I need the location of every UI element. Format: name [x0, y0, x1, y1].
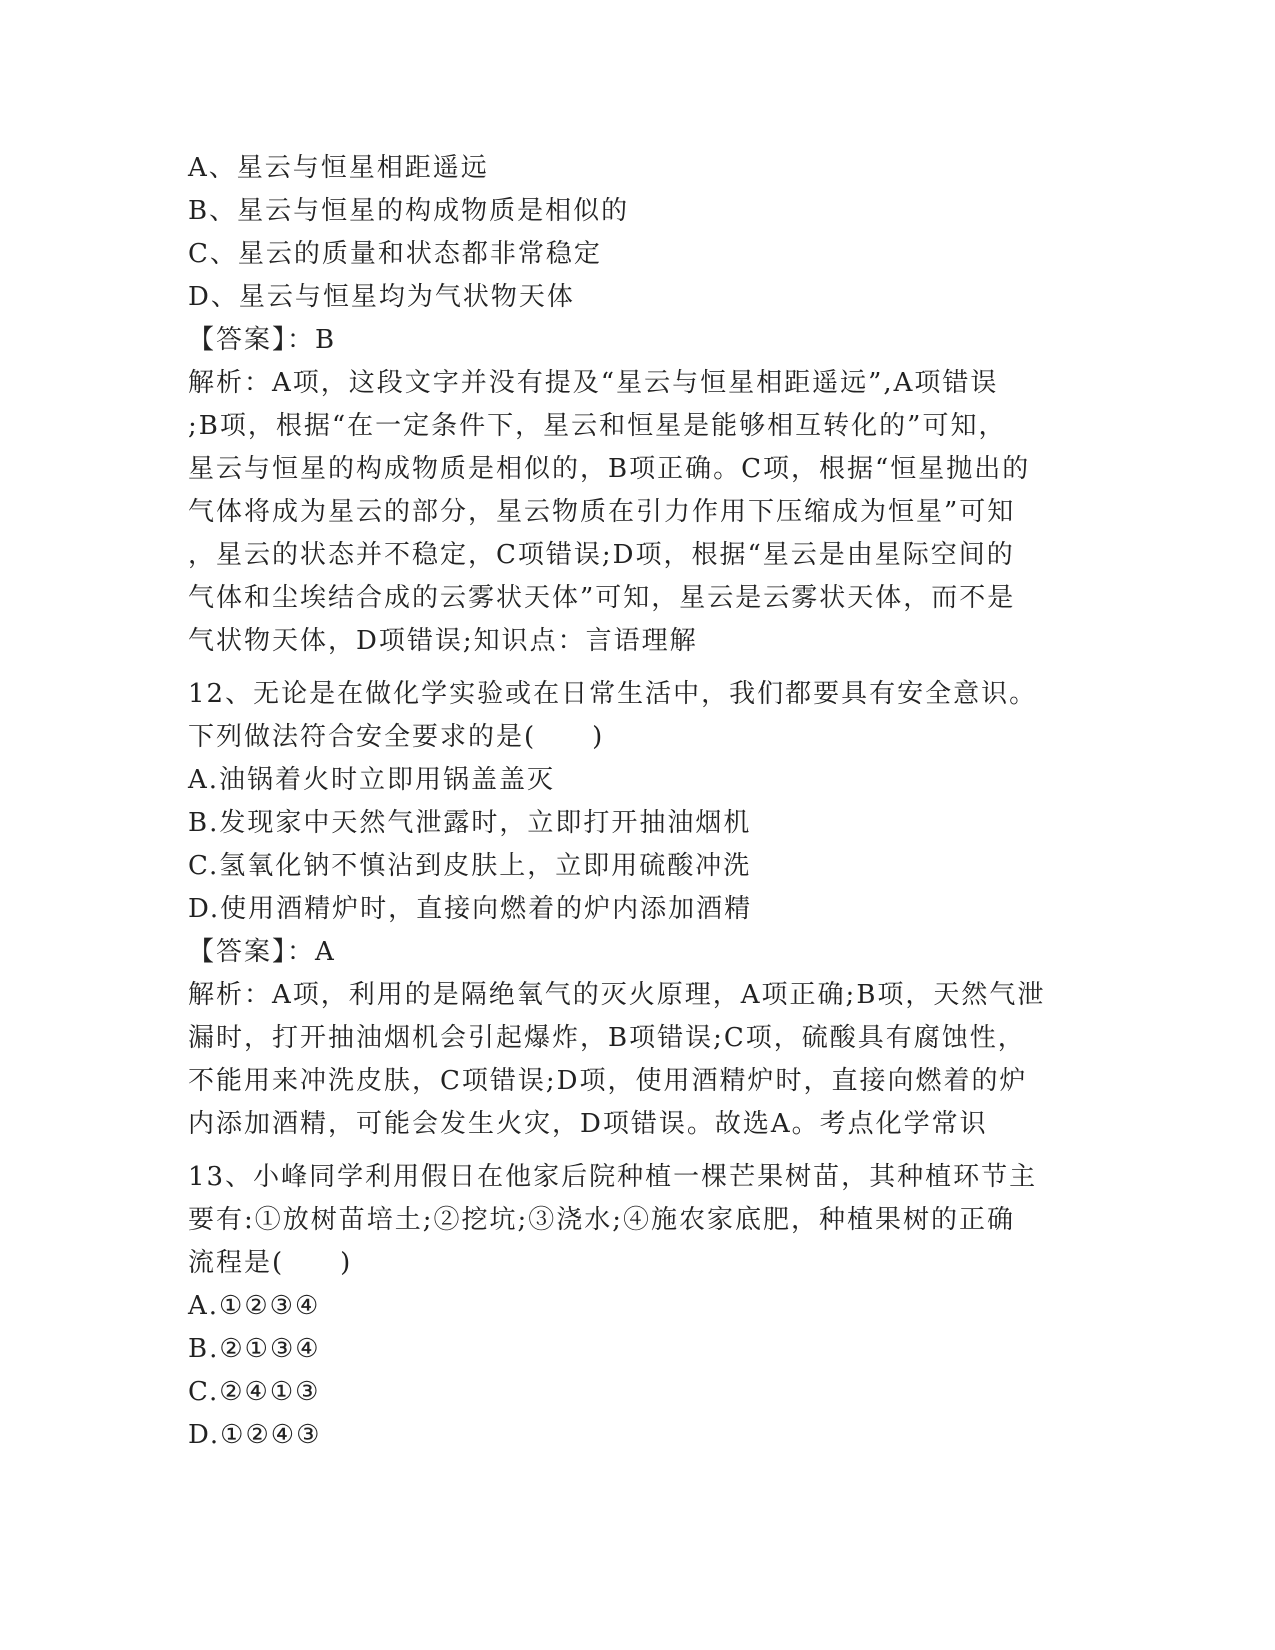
- q12-analysis-line: 不能用来冲洗皮肤，C项错误;D项，使用酒精炉时，直接向燃着的炉: [188, 1066, 1028, 1096]
- q12-analysis-line: 解析：A项，利用的是隔绝氧气的灭火原理，A项正确;B项，天然气泄: [188, 980, 1046, 1010]
- q11-option-c: C、星云的质量和状态都非常稳定: [188, 239, 602, 269]
- question-13: [188, 1156, 1088, 1457]
- q13-stem-line: 要有:①放树苗培土;②挖坑;③浇水;④施农家底肥，种植果树的正确: [188, 1205, 1016, 1235]
- q13-stem-line: 流程是( ): [188, 1248, 353, 1278]
- q11-option-b: B、星云与恒星的构成物质是相似的: [188, 196, 630, 226]
- q12-option-a: A.油锅着火时立即用锅盖盖灭: [188, 765, 556, 795]
- q11-analysis-line: 气体和尘埃结合成的云雾状天体”可知，星云是云雾状天体，而不是: [188, 583, 1016, 613]
- question-spacer: [188, 663, 1088, 673]
- q12-option-b: B.发现家中天然气泄露时，立即打开抽油烟机: [188, 808, 752, 838]
- q11-option-a: A、星云与恒星相距遥远: [188, 153, 489, 183]
- q13-stem-line: 13、小峰同学利用假日在他家后院种植一棵芒果树苗，其种植环节主: [188, 1162, 1038, 1192]
- q11-analysis-line: ;B项，根据“在一定条件下，星云和恒星是能够相互转化的”可知，: [188, 411, 1007, 441]
- q12-option-c: C.氢氧化钠不慎沾到皮肤上，立即用硫酸冲洗: [188, 851, 752, 881]
- document-content: [188, 147, 1088, 1457]
- question-11: [188, 147, 1088, 663]
- q11-analysis-line: 气体将成为星云的部分，星云物质在引力作用下压缩成为恒星”可知: [188, 497, 1016, 527]
- q13-option-a: A.①②③④: [188, 1291, 321, 1321]
- q11-answer: 【答案】：B: [188, 325, 337, 355]
- q12-stem-line: 12、无论是在做化学实验或在日常生活中，我们都要具有安全意识。: [188, 679, 1038, 709]
- q12-analysis-line: 漏时，打开抽油烟机会引起爆炸，B项错误;C项，硫酸具有腐蚀性，: [188, 1023, 1026, 1053]
- q12-stem-line: 下列做法符合安全要求的是( ): [188, 722, 605, 752]
- q11-analysis-line: 解析：A项，这段文字并没有提及“星云与恒星相距遥远”,A项错误: [188, 368, 999, 398]
- q11-option-d: D、星云与恒星均为气状物天体: [188, 282, 575, 312]
- q13-option-d: D.①②④③: [188, 1420, 322, 1450]
- q12-option-d: D.使用酒精炉时，直接向燃着的炉内添加酒精: [188, 894, 753, 924]
- q11-analysis-line: 星云与恒星的构成物质是相似的，B项正确。C项，根据“恒星抛出的: [188, 454, 1031, 484]
- q13-option-c: C.②④①③: [188, 1377, 321, 1407]
- q12-answer: 【答案】：A: [188, 937, 336, 967]
- q11-analysis-line: ，星云的状态并不稳定，C项错误;D项，根据“星云是由星际空间的: [188, 540, 1015, 570]
- q13-option-b: B.②①③④: [188, 1334, 321, 1364]
- q11-analysis-line: 气状物天体，D项错误;知识点：言语理解: [188, 626, 698, 656]
- question-spacer: [188, 1146, 1088, 1156]
- question-12: [188, 673, 1088, 1146]
- q12-analysis-line: 内添加酒精，可能会发生火灾，D项错误。故选A。考点化学常识: [188, 1109, 988, 1139]
